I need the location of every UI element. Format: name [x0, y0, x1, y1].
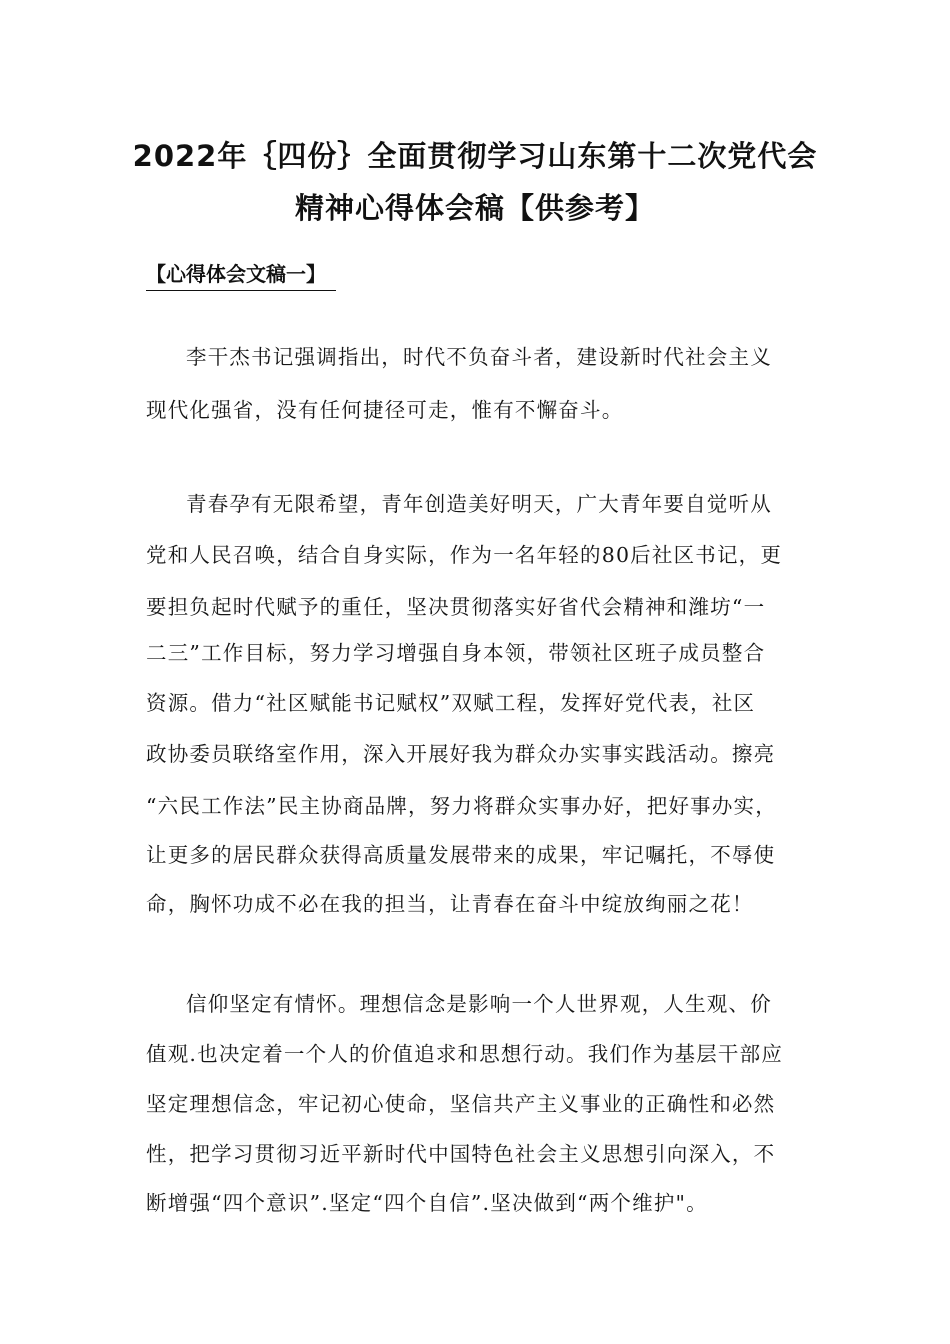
paragraph-2-line-2: 党和人民召唤，结合自身实际，作为一名年轻的80后社区书记，更 — [146, 543, 783, 567]
section-heading: 【心得体会文稿一】 — [146, 258, 336, 291]
paragraph-2-line-4: 二三”工作目标，努力学习增强自身本领，带领社区班子成员整合 — [146, 641, 766, 665]
document-title-line-2: 精神心得体会稿【供参考】 — [294, 191, 655, 225]
paragraph-2-line-3: 要担负起时代赋予的重任，坚决贯彻落实好省代会精神和潍坊“一 — [146, 595, 766, 619]
paragraph-3-line-1: 信仰坚定有情怀。理想信念是影响一个人世界观，人生观、价 — [186, 992, 772, 1016]
paragraph-1-line-2: 现代化强省，没有任何捷径可走，惟有不懈奋斗。 — [146, 398, 624, 422]
paragraph-2-line-8: 让更多的居民群众获得高质量发展带来的成果，牢记嘱托，不辱使 — [146, 843, 776, 867]
paragraph-2-line-1: 青春孕有无限希望，青年创造美好明天，广大青年要自觉听从 — [186, 492, 772, 516]
paragraph-3-line-3: 坚定理想信念，牢记初心使命，坚信共产主义事业的正确性和必然 — [146, 1092, 776, 1116]
paragraph-2-line-6: 政协委员联络室作用，深入开展好我为群众办实事实践活动。擦亮 — [146, 742, 776, 766]
paragraph-2-line-7: “六民工作法”民主协商品牌，努力将群众实事办好，把好事办实， — [146, 794, 777, 818]
paragraph-3-line-2: 值观.也决定着一个人的价值追求和思想行动。我们作为基层干部应 — [146, 1042, 784, 1066]
paragraph-1-line-1: 李干杰书记强调指出，时代不负奋斗者，建设新时代社会主义 — [186, 345, 772, 369]
paragraph-3-line-4: 性，把学习贯彻习近平新时代中国特色社会主义思想引向深入，不 — [146, 1142, 776, 1166]
paragraph-3-line-5: 断增强“四个意识”.坚定“四个自信”.坚决做到“两个维护"。 — [146, 1191, 708, 1215]
paragraph-2-line-9: 命，胸怀功成不必在我的担当，让青春在奋斗中绽放绚丽之花！ — [146, 892, 754, 916]
paragraph-2-line-5: 资源。借力“社区赋能书记赋权”双赋工程，发挥好党代表，社区 — [146, 691, 756, 715]
document-title-line-1: 2022年｛四份｝全面贯彻学习山东第十二次党代会 — [132, 139, 818, 173]
